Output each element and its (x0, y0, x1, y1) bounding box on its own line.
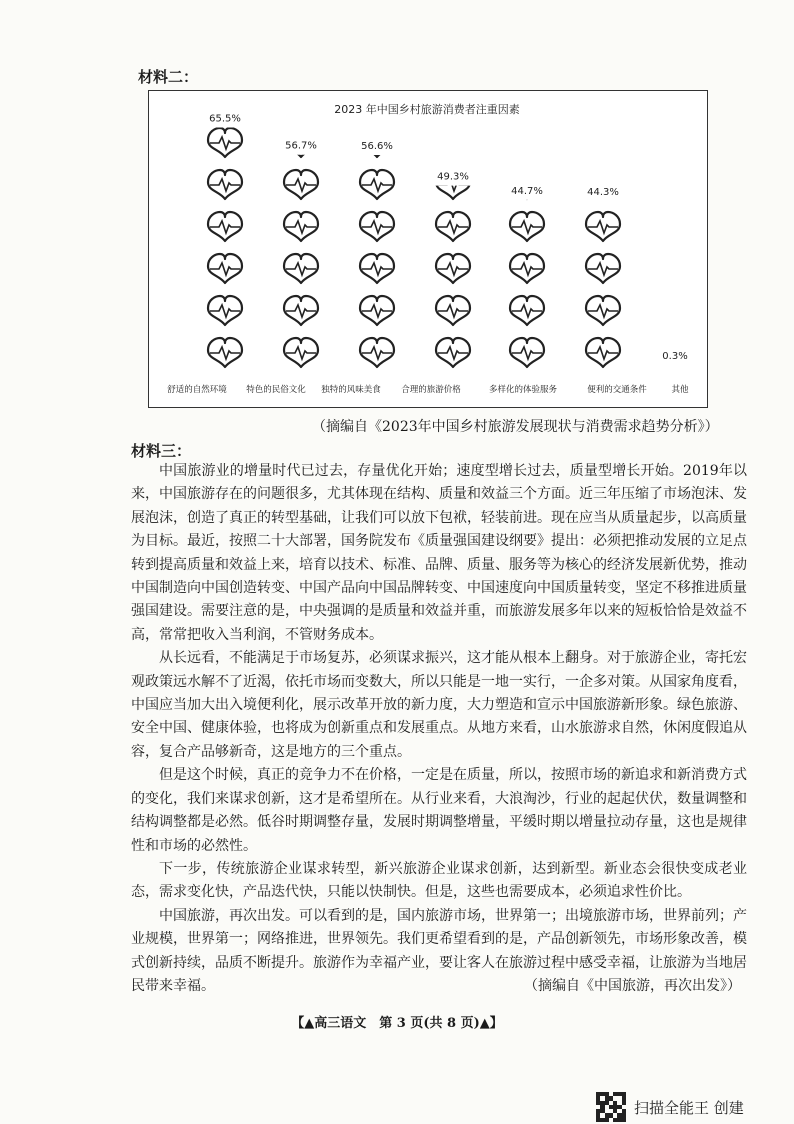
data-label: 65.5% (209, 113, 241, 125)
watermark-text: 扫描全能王 创建 (634, 1098, 744, 1117)
chart-title: 2023 年中国乡村旅游消费者注重因素 (334, 103, 520, 116)
heart-pulse-icon (510, 338, 544, 367)
data-label: 0.3% (662, 351, 688, 362)
data-label: 56.6% (361, 141, 393, 153)
heart-pulse-icon (510, 254, 544, 283)
heart-pulse-icon (360, 254, 394, 283)
heart-pulse-icon (284, 296, 318, 325)
data-label: 44.7% (511, 185, 543, 197)
heart-pulse-icon (436, 296, 470, 325)
heart-pulse-icon (360, 296, 394, 325)
paragraph: 下一步，传统旅游企业谋求转型，新兴旅游企业谋求创新，达到新型。新业态会很快变成老业态，需求变化快，产品迭代快，只能以快制快。但是，这些也需要成本，必须追求性价比。 (131, 860, 747, 901)
paragraph: 从长远看，不能满足于市场复苏，必须谋求振兴，这才能从根本上翻身。对于旅游企业，寄托宏观政策远水解不了近渴，依托市场而变数大，所以只能是一地一实行，一企多对策。从国家角度看，中国应当加大出入境便利化，展示改革开放的新力度，大力塑造和宣示中国旅游新形象。绿色旅游、安全中国、健康体验，也将成为创新重点和发展重点。从地方来看，山水旅游求自然，休闲度假追从容，复合产品够新奇，这是地方的三个重点。 (131, 650, 747, 760)
category-label: 多样化的体验服务 (488, 385, 558, 395)
heart-pulse-icon (284, 338, 318, 367)
chart-frame (148, 90, 708, 408)
heart-pulse-icon (510, 212, 544, 241)
heart-pulse-icon (360, 338, 394, 367)
paragraph: 但是这个时候，真正的竞争力不在价格，一定是在质量，所以，按照市场的新追求和新消费方式的变化，我们来谋求创新，这才是希望所在。从行业来看，大浪淘沙，行业的起起伏伏，数量调整和结构调整都是必然。低谷时期调整存量，发展时期调整增量，平缓时期以增量拉动存量，这也是规律性和市场的必然性。 (131, 767, 747, 854)
heart-pulse-icon (436, 338, 470, 367)
material3-label: 材料三： (131, 442, 192, 460)
qr-code-icon (596, 1092, 626, 1122)
heart-pulse-icon (208, 296, 242, 325)
category-label: 特色的民俗文化 (246, 385, 306, 395)
heart-pulse-icon (436, 212, 470, 241)
material3-source: （摘编自《中国旅游，再次出发》） (524, 978, 741, 994)
material2-source: （摘编自《2023年中国乡村旅游发展现状与消费需求趋势分析》） (312, 419, 719, 435)
pictograph-chart (149, 91, 706, 406)
heart-pulse-icon (436, 254, 470, 283)
heart-pulse-icon (586, 296, 620, 325)
heart-pulse-icon (208, 254, 242, 283)
heart-pulse-icon (586, 338, 620, 367)
heart-pulse-icon (208, 128, 242, 157)
category-label: 独特的风味美食 (321, 385, 381, 395)
data-label: 49.3% (437, 171, 469, 183)
paragraph: 中国旅游业的增量时代已过去，存量优化开始；速度型增长过去，质量型增长开始。2019年以来，中国旅游存在的问题很多，尤其体现在结构、质量和效益三个方面。近三年压缩了市场泡沫、发展泡沫，创造了真正的转型基础，让我们可以放下包袱，轻装前进。现在应当从质量起步，以高质量为目标。最近，按照二十大部署，国务院发布《质量强国建设纲要》提出：必须把推动发展的立足点转到提高质量和效益上来，培育以技术、标准、品牌、质量、服务等为核心的经济发展新优势，推动中国制造向中国创造转变、中国产品向中国品牌转变、中国速度向中国质量转变，坚定不移推进质量强国建设。需要注意的是，中央强调的是质量和效益并重，而旅游发展多年以来的短板恰恰是效益不高，常常把收入当利润，不管财务成本。 (131, 463, 747, 643)
category-label: 合理的旅游价格 (401, 385, 461, 395)
heart-pulse-icon (586, 254, 620, 283)
heart-pulse-icon (510, 296, 544, 325)
heart-pulse-icon (360, 212, 394, 241)
heart-pulse-icon (586, 212, 620, 241)
article-body (131, 460, 747, 998)
scanner-watermark (596, 1092, 744, 1122)
heart-pulse-icon (208, 338, 242, 367)
material2-label: 材料二： (138, 68, 199, 86)
heart-pulse-icon (208, 212, 242, 241)
data-label: 44.3% (587, 187, 619, 199)
heart-pulse-icon (360, 170, 394, 199)
heart-pulse-icon (284, 254, 318, 283)
heart-pulse-icon (208, 170, 242, 199)
paragraph: 中国旅游，再次出发。可以看到的是，国内旅游市场，世界第一；出境旅游市场，世界前列；产业规模，世界第一；网络推进，世界领先。我们更希望看到的是，产品创新领先，市场形象改善，模式创新持续，品质不断提升。旅游作为幸福产业，要让客人在旅游过程中感受幸福，让旅游为当地居民带来幸福。 (131, 907, 747, 994)
category-label: 便利的交通条件 (587, 385, 647, 395)
category-label: 其他 (671, 385, 689, 395)
data-label: 56.7% (285, 140, 317, 152)
heart-pulse-icon (284, 170, 318, 199)
page-footer: 【▲高三语文 第 3 页(共 8 页)▲】 (291, 1016, 503, 1031)
category-label: 舒适的自然环境 (167, 385, 227, 395)
heart-pulse-icon (284, 212, 318, 241)
